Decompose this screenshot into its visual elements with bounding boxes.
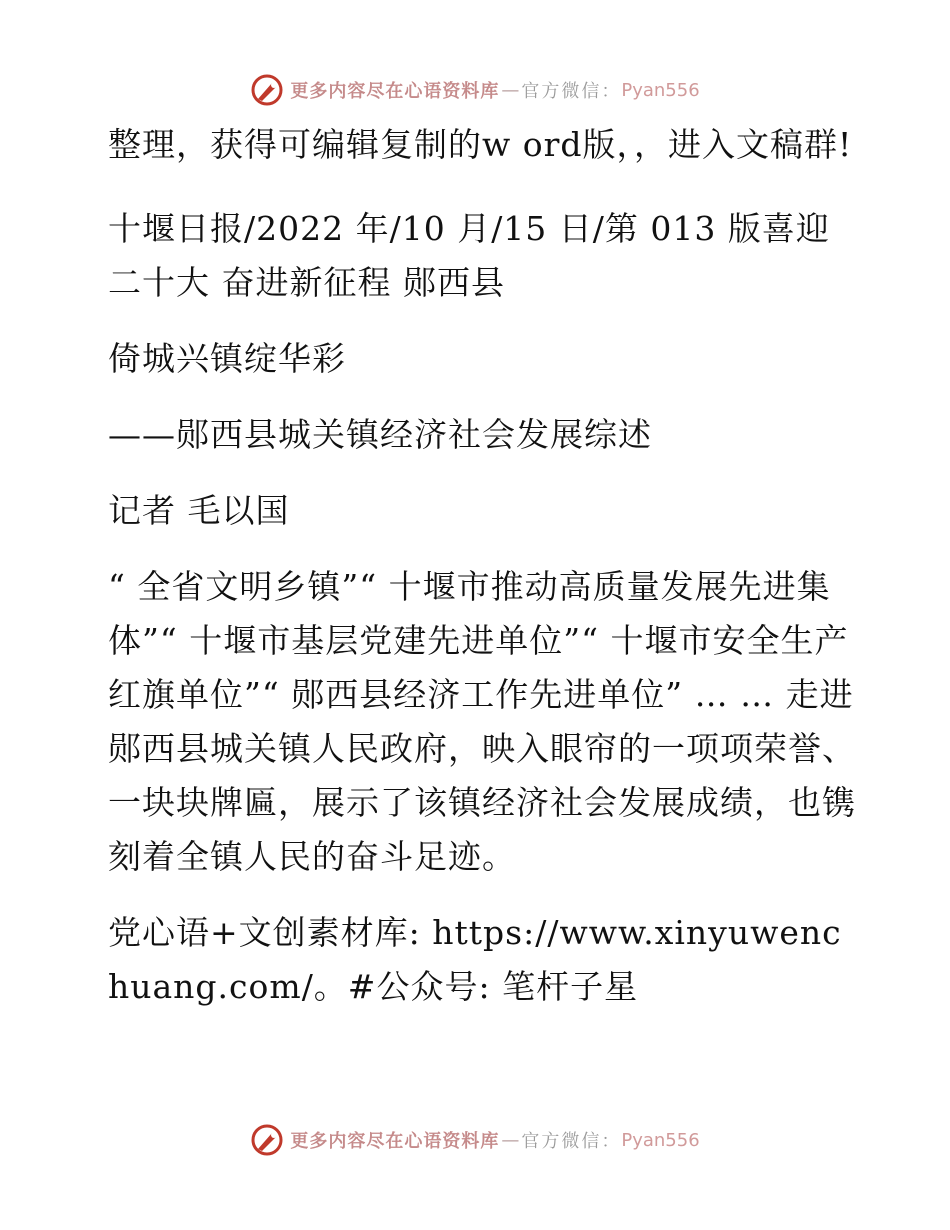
watermark-main-text: 更多内容尽在心语资料库 — [290, 1131, 500, 1152]
pen-logo-icon — [250, 1123, 284, 1157]
footer-watermark — [0, 1120, 950, 1160]
watermark-wechat-id: Pyan556 — [621, 1129, 700, 1151]
watermark-main-text: 更多内容尽在心语资料库 — [290, 81, 500, 102]
reporter-line: 记者 毛以国 — [108, 491, 290, 530]
source-line: 十堰日报/2022 年/10 月/15 日/第 013 版喜迎二十大 奋进新征程 郧西县 — [108, 209, 830, 302]
watermark-wechat-id: Pyan556 — [621, 79, 700, 101]
intro-paragraph: 整理，获得可编辑复制的w ord版，，进入文稿群! — [108, 125, 853, 164]
watermark-dash: — — [501, 79, 520, 101]
watermark-sub-text: 官方微信： — [521, 1131, 622, 1152]
footer-link-paragraph: 党心语+文创素材库: https://www.xinyuwenchuang.com/。#公众号: 笔杆子星 — [108, 913, 842, 1006]
document-body — [96, 118, 856, 1014]
watermark-dash: — — [501, 1129, 520, 1151]
pen-logo-icon — [250, 73, 284, 107]
header-watermark — [0, 70, 950, 110]
article-subtitle: ——郧西县城关镇经济社会发展综述 — [108, 415, 652, 454]
body-paragraph: “ 全省文明乡镇”“ 十堰市推动高质量发展先进集体”“ 十堰市基层党建先进单位”“ 十堰市安全生产红旗单位”“ 郧西县经济工作先进单位” … … 走进郧西县城关镇人民政府，映入眼帘的一项项荣誉、一块块牌匾，展示了该镇经济社会发展成绩，也镌刻着全镇人民的奋斗足迹。 — [108, 567, 856, 876]
article-title: 倚城兴镇绽华彩 — [108, 339, 346, 378]
watermark-sub-text: 官方微信： — [521, 81, 622, 102]
